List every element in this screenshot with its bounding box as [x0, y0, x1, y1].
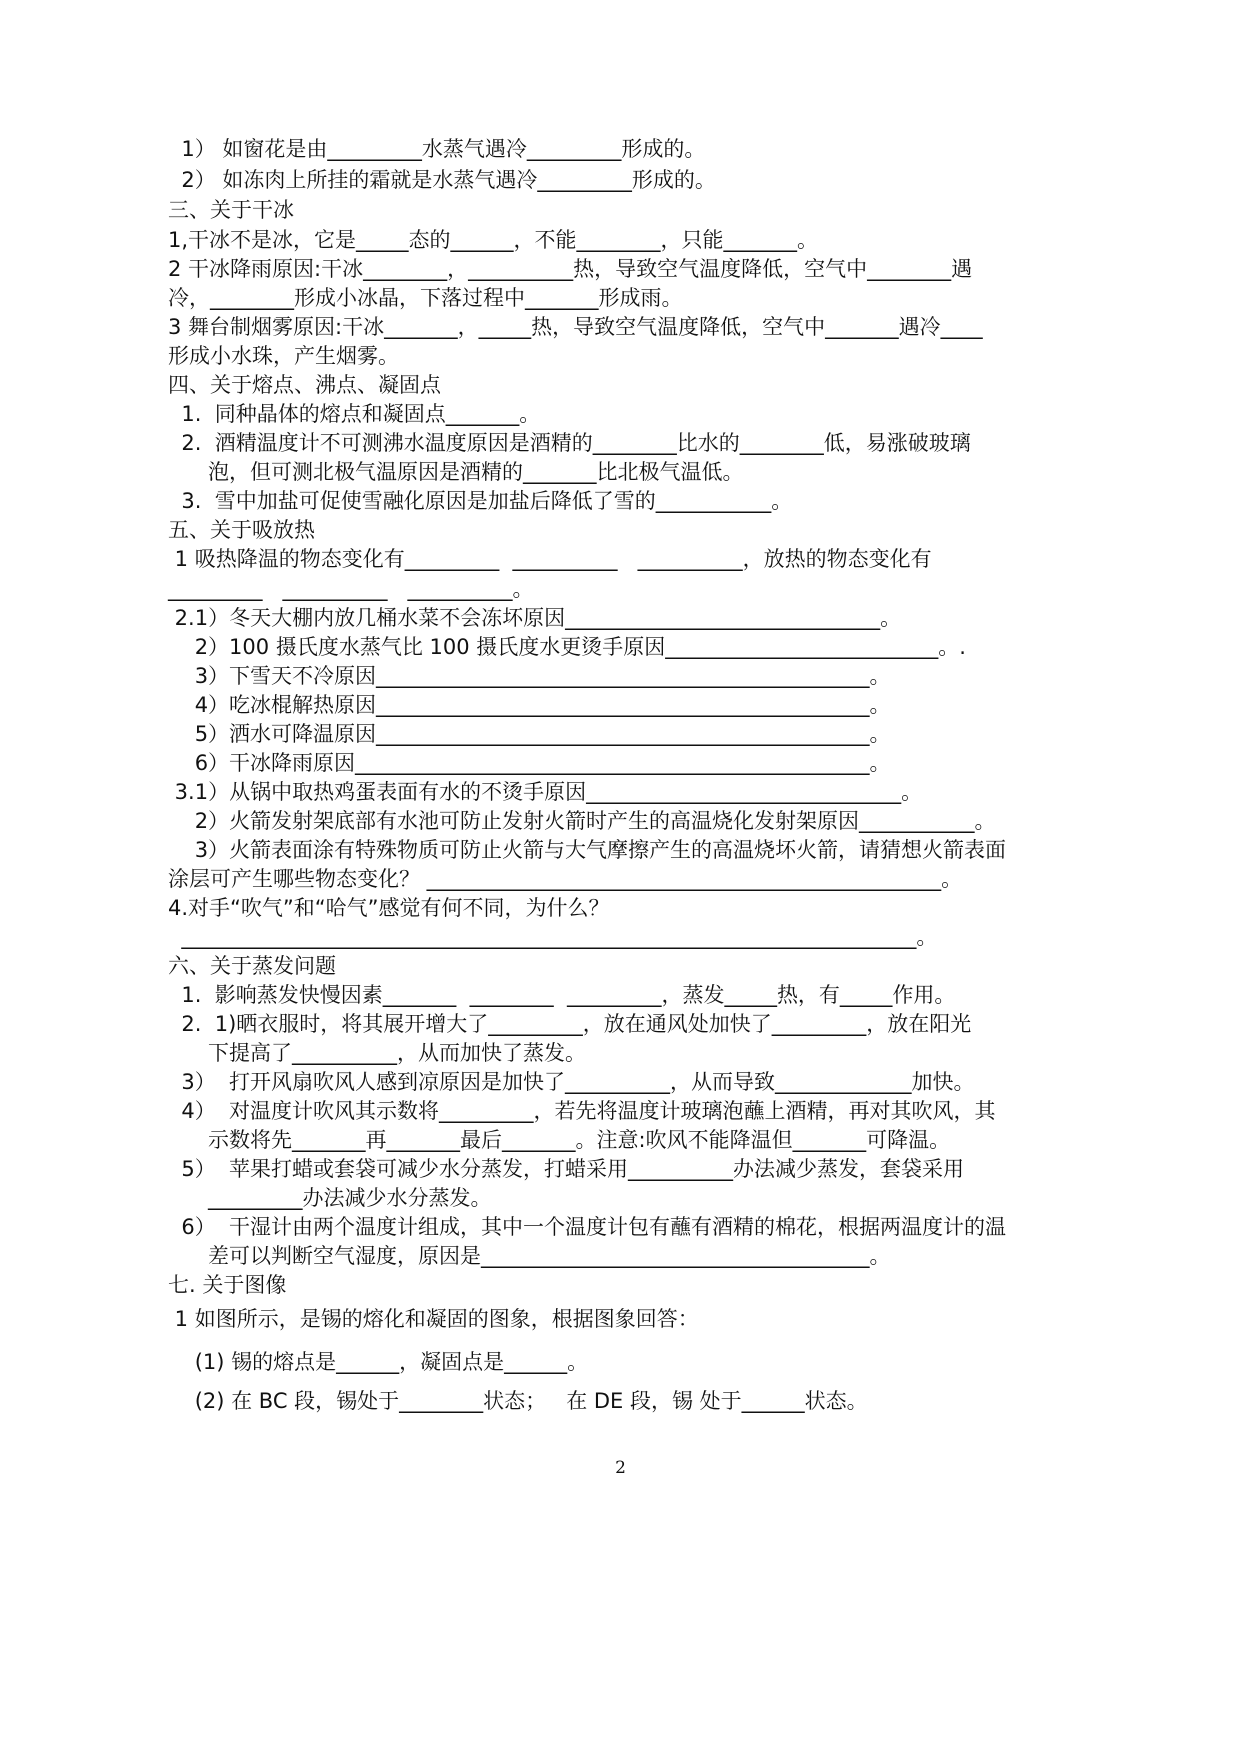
text-line: 3.1）从锅中取热鸡蛋表面有水的不烫手原因______________________________。: [168, 780, 923, 804]
section-heading: 三、关于干冰: [168, 198, 294, 222]
text-line: 5）洒水可降温原因_______________________________________________。: [168, 722, 891, 746]
text-line: _________办法减少水分蒸发。: [168, 1186, 492, 1210]
text-line: 3）下雪天不冷原因_______________________________________________。: [168, 664, 891, 688]
text-line: 示数将先_______再_______最后_______。注意:吹风不能降温但_______可降温。: [168, 1128, 951, 1152]
text-line: 3） 打开风扇吹风人感到凉原因是加快了__________，从而导致_____________加快。: [168, 1070, 975, 1094]
text-line: 1. 同种晶体的熔点和凝固点_______。: [168, 402, 541, 426]
text-line: 1. 影响蒸发快慢因素_______ ________ _________，蒸发_____热，有_____作用。: [168, 983, 956, 1007]
section-heading: 七. 关于图像: [168, 1273, 287, 1297]
text-line: 2）火箭发射架底部有水池可防止发射火箭时产生的高温烧化发射架原因___________。: [168, 809, 996, 833]
text-line: 2 干冰降雨原因:干冰________，__________热，导致空气温度降低，空气中________遇: [168, 257, 973, 281]
text-line: 6） 干湿计由两个温度计组成，其中一个温度计包有蘸有酒精的棉花，根据两温度计的温: [168, 1215, 1007, 1239]
text-line: 下提高了__________，从而加快了蒸发。: [168, 1041, 587, 1065]
section-heading: 四、关于熔点、沸点、凝固点: [168, 373, 441, 397]
text-line: ______________________________________________________________________。: [168, 925, 938, 949]
text-line: 2） 如冻肉上所挂的霜就是水蒸气遇冷_________形成的。: [168, 168, 716, 192]
text-line: (1) 锡的熔点是______，凝固点是______。: [168, 1350, 589, 1374]
text-line: _________ __________ __________。: [168, 577, 534, 601]
text-line: 1 如图所示，是锡的熔化和凝固的图象，根据图象回答：: [168, 1307, 699, 1331]
text-line: 2.1）冬天大棚内放几桶水菜不会冻坏原因______________________________。: [168, 606, 902, 630]
text-line: 2. 1)晒衣服时，将其展开增大了_________，放在通风处加快了_________，放在阳光: [168, 1012, 972, 1036]
text-line: 5） 苹果打蜡或套袋可减少水分蒸发，打蜡采用__________办法减少蒸发，套袋采用: [168, 1157, 965, 1181]
text-line: 4）吃冰棍解热原因_______________________________________________。: [168, 693, 891, 717]
text-line: 3）火箭表面涂有特殊物质可防止火箭与大气摩擦产生的高温烧坏火箭，请猜想火箭表面: [168, 838, 1007, 862]
text-line: 2）100 摄氏度水蒸气比 100 摄氏度水更烫手原因__________________________。.: [168, 635, 966, 659]
text-line: 3. 雪中加盐可促使雪融化原因是加盐后降低了雪的___________。: [168, 489, 793, 513]
text-line: 4） 对温度计吹风其示数将_________，若先将温度计玻璃泡蘸上酒精，再对其吹风，其: [168, 1099, 996, 1123]
text-line: 冷，________形成小冰晶，下落过程中_______形成雨。: [168, 286, 683, 310]
text-line: 6）干冰降雨原因_________________________________________________。: [168, 751, 891, 775]
text-line: 3 舞台制烟雾原因:干冰_______，_____热，导致空气温度降低，空气中_______遇冷____: [168, 315, 983, 339]
text-line: (2) 在 BC 段，锡处于________状态； 在 DE 段，锡 处于______状态。: [168, 1389, 868, 1413]
text-line: 1,干冰不是冰，它是_____态的______，不能________，只能_______。: [168, 228, 819, 252]
text-line: 形成小水珠，产生烟雾。: [168, 344, 399, 368]
section-heading: 五、关于吸放热: [168, 518, 315, 542]
text-line: 涂层可产生哪些物态变化？ _________________________________________________。: [168, 867, 963, 891]
text-line: 2. 酒精温度计不可测沸水温度原因是酒精的________比水的________低，易涨破玻璃: [168, 431, 971, 455]
text-line: 1） 如窗花是由_________水蒸气遇冷_________形成的。: [168, 137, 706, 161]
section-heading: 六、关于蒸发问题: [168, 954, 336, 978]
text-line: 4.对手“吹气”和“哈气”感觉有何不同，为什么？: [168, 896, 610, 920]
text-line: 1 吸热降温的物态变化有_________ __________ __________，放热的物态变化有: [168, 547, 932, 571]
text-line: 差可以判断空气湿度，原因是_____________________________________。: [168, 1244, 891, 1268]
text-line: 泡，但可测北极气温原因是酒精的_______比北极气温低。: [168, 460, 744, 484]
page-number: 2: [615, 1458, 626, 1478]
